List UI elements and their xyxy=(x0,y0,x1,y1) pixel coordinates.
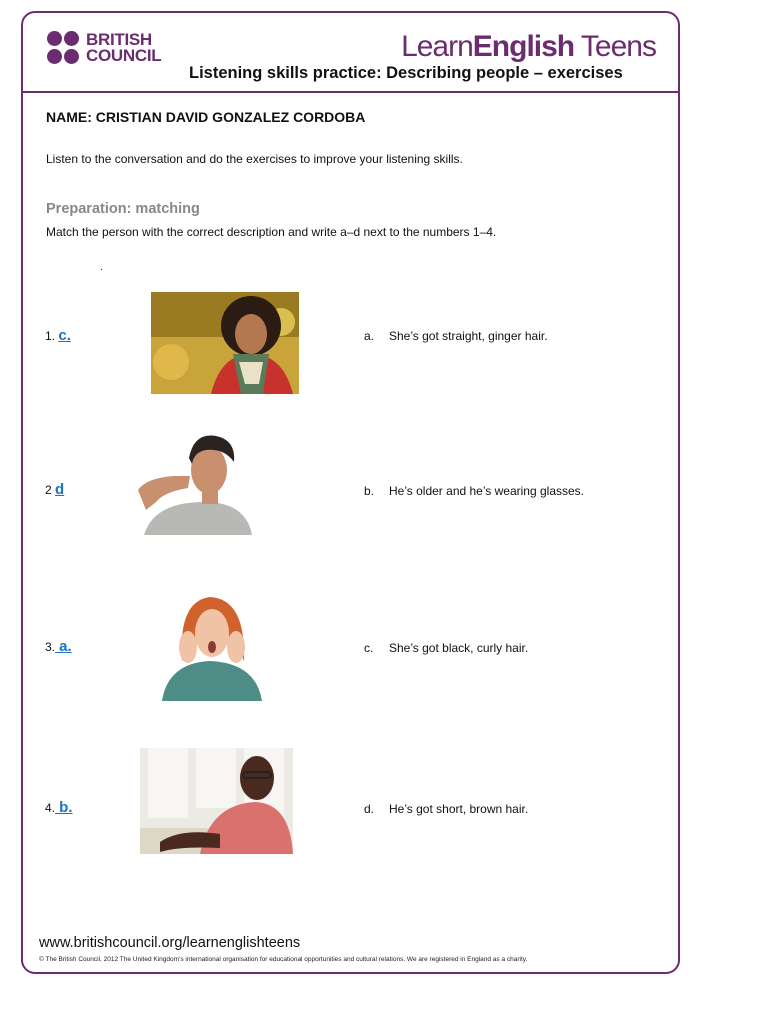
logo-line-2: COUNCIL xyxy=(86,46,162,65)
footer-url: www.britishcouncil.org/learnenglishteens xyxy=(39,935,301,951)
item-2: 2 d xyxy=(45,481,65,498)
item-1: 1. c. xyxy=(45,327,71,344)
header-divider xyxy=(21,91,680,93)
description-b: b. He’s older and he’s wearing glasses. xyxy=(364,484,585,498)
photo-man-brown-hair xyxy=(134,430,252,535)
logo-dots-icon xyxy=(47,31,80,65)
answer-3: a. xyxy=(55,638,72,655)
answer-1: c. xyxy=(58,327,71,344)
stray-mark: . xyxy=(100,262,103,273)
british-council-logo xyxy=(47,31,161,65)
footer-copyright: © The British Council, 2012 The United Kingdom’s international organisation for educational opportunities and cultural relations. We are registered in England as a charity. xyxy=(39,956,528,963)
intro-text: Listen to the conversation and do the exercises to improve your listening skills. xyxy=(46,152,463,166)
photo-older-man-glasses xyxy=(140,748,293,854)
description-c: c. She’s got black, curly hair. xyxy=(364,641,529,655)
photo-woman-ginger-hair xyxy=(160,591,264,701)
description-d: d. He’s got short, brown hair. xyxy=(364,802,529,816)
answer-2: d xyxy=(55,481,65,498)
description-a: a. She’s got straight, ginger hair. xyxy=(364,329,548,343)
learnenglish-teens-logo: LearnEnglish Teens xyxy=(401,30,656,63)
photo-girl-curly-hair xyxy=(151,292,299,394)
instruction-text: Match the person with the correct description and write a–d next to the numbers 1–4. xyxy=(46,225,497,239)
item-3: 3. a. xyxy=(45,638,72,655)
page-title: Listening skills practice: Describing people – exercises xyxy=(189,64,623,82)
item-4: 4. b. xyxy=(45,799,73,816)
student-name: NAME: CRISTIAN DAVID GONZALEZ CORDOBA xyxy=(46,109,366,125)
logo-line-1: BRITISH xyxy=(86,30,152,49)
answer-4: b. xyxy=(55,799,73,816)
section-title: Preparation: matching xyxy=(46,201,200,217)
